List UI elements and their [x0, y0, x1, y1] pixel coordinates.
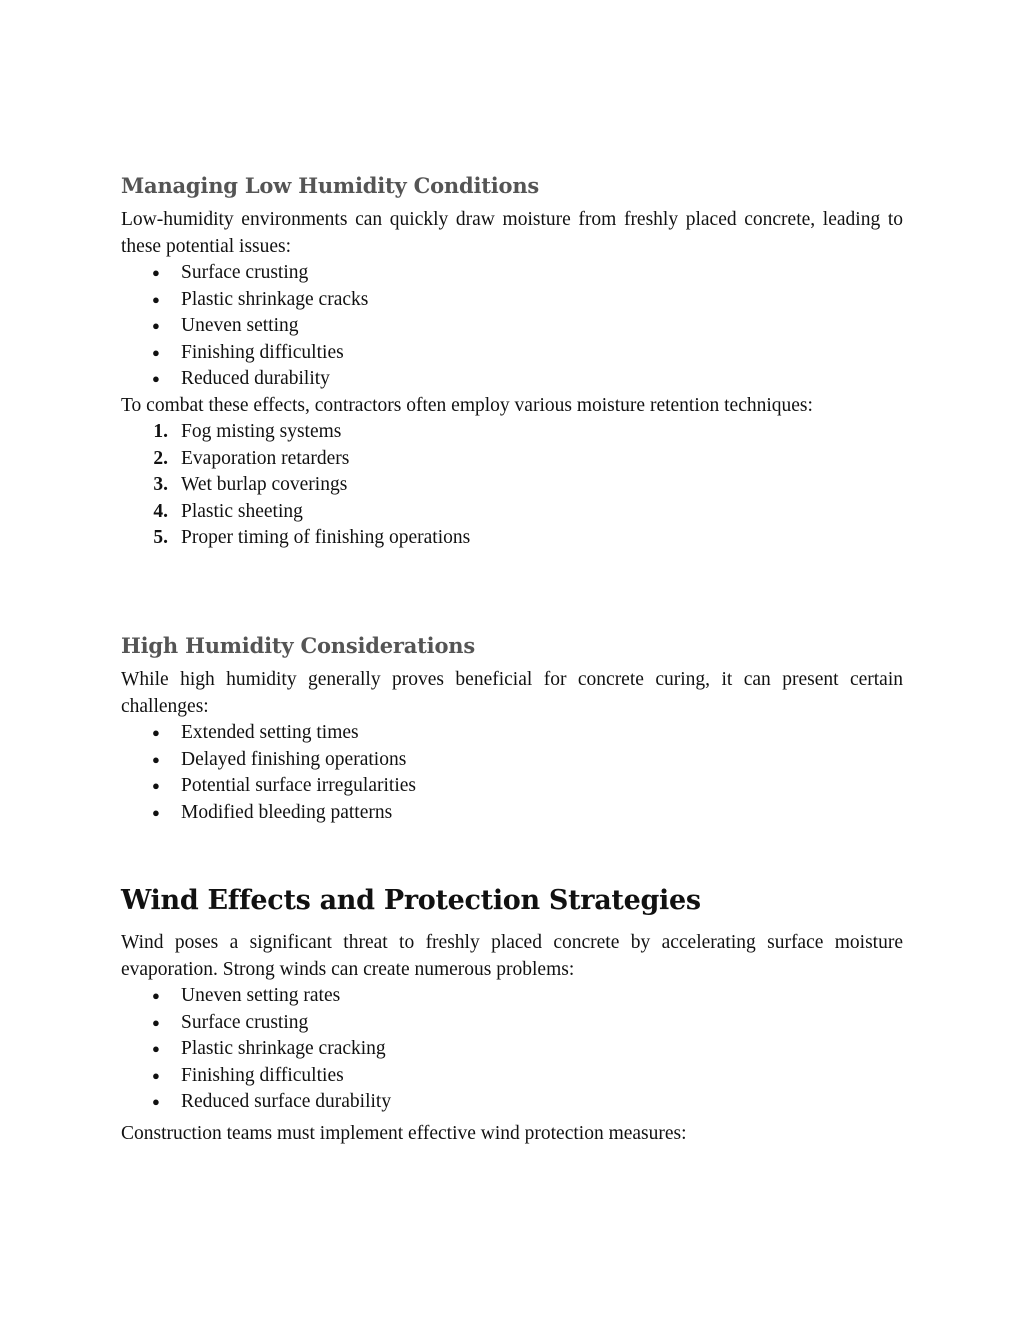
numbered-item [121, 419, 903, 446]
section-paragraph: To combat these effects, contractors often employ various moisture retention techniques: [121, 394, 813, 416]
list-item-text: Finishing difficulties [181, 341, 344, 363]
bullet-icon: ● [152, 291, 160, 307]
numbered-item [121, 525, 903, 552]
list-item-text: Delayed finishing operations [181, 748, 407, 770]
list-item [121, 747, 903, 774]
section-intro: Low-humidity environments can quickly draw moisture from freshly placed concrete, leading to these potential issues: [121, 209, 903, 257]
bullet-icon: ● [152, 344, 160, 360]
numbered-item [121, 499, 903, 526]
section-high-humidity [121, 632, 903, 826]
item-text: Evaporation retarders [181, 447, 350, 469]
list-item [121, 1010, 903, 1037]
bullet-icon: ● [152, 318, 160, 333]
section-wind-effects [121, 884, 903, 1147]
list-item-text: Reduced surface durability [181, 1091, 392, 1112]
issues-list [121, 260, 903, 393]
bullet-icon: ● [152, 804, 160, 820]
list-item-text: Plastic shrinkage cracking [181, 1038, 386, 1059]
bullet-icon: ● [152, 371, 160, 386]
list-item [121, 287, 903, 314]
section-heading: Managing Low Humidity Conditions [121, 173, 540, 198]
list-item [121, 1036, 903, 1063]
challenges-list [121, 720, 903, 826]
item-number: 2. [153, 447, 168, 469]
list-item [121, 313, 903, 340]
list-item-text: Plastic shrinkage cracks [181, 288, 369, 310]
bullet-icon: ● [152, 1094, 160, 1109]
list-item-text: Uneven setting rates [181, 985, 341, 1006]
list-item [121, 1089, 903, 1116]
list-item [121, 773, 903, 800]
list-item-text: Modified bleeding patterns [181, 801, 393, 823]
bullet-icon: ● [152, 751, 160, 767]
item-number: 1. [153, 421, 168, 442]
list-item [121, 366, 903, 393]
list-item [121, 983, 903, 1010]
problems-list [121, 983, 903, 1116]
list-item-text: Potential surface irregularities [181, 775, 416, 796]
section-heading: High Humidity Considerations [121, 633, 475, 658]
item-text: Fog misting systems [181, 421, 342, 442]
list-item-text: Extended setting times [181, 722, 359, 743]
bullet-icon: ● [152, 778, 160, 793]
bullet-icon: ● [152, 1067, 160, 1083]
numbered-item [121, 446, 903, 473]
list-item-text: Reduced durability [181, 368, 330, 389]
item-text: Wet burlap coverings [181, 474, 348, 495]
list-item-text: Surface crusting [181, 1011, 309, 1033]
bullet-icon: ● [152, 1014, 160, 1030]
list-item [121, 340, 903, 367]
item-text: Proper timing of finishing operations [181, 527, 471, 548]
section-intro: Wind poses a significant threat to freshly placed concrete by accelerating surface moisture evaporation. Strong winds can create numerous problems: [121, 932, 903, 980]
bullet-icon: ● [152, 988, 160, 1003]
bullet-icon: ● [152, 725, 160, 740]
bullet-icon: ● [152, 265, 160, 280]
section-low-humidity [121, 172, 903, 552]
item-number: 3. [153, 474, 168, 495]
list-item [121, 800, 903, 827]
item-number: 4. [153, 500, 168, 522]
bullet-icon: ● [152, 1041, 160, 1056]
techniques-list [121, 419, 903, 552]
list-item-text: Surface crusting [181, 262, 309, 283]
item-text: Plastic sheeting [181, 500, 303, 522]
list-item [121, 1063, 903, 1090]
section-intro: While high humidity generally proves beneficial for concrete curing, it can present certain challenges: [121, 669, 903, 717]
list-item-text: Uneven setting [181, 315, 299, 336]
section-closing: Construction teams must implement effective wind protection measures: [121, 1122, 687, 1144]
section-heading: Wind Effects and Protection Strategies [121, 885, 701, 916]
list-item [121, 720, 903, 747]
numbered-item [121, 472, 903, 499]
item-number: 5. [153, 527, 168, 548]
list-item-text: Finishing difficulties [181, 1064, 344, 1086]
list-item [121, 260, 903, 287]
